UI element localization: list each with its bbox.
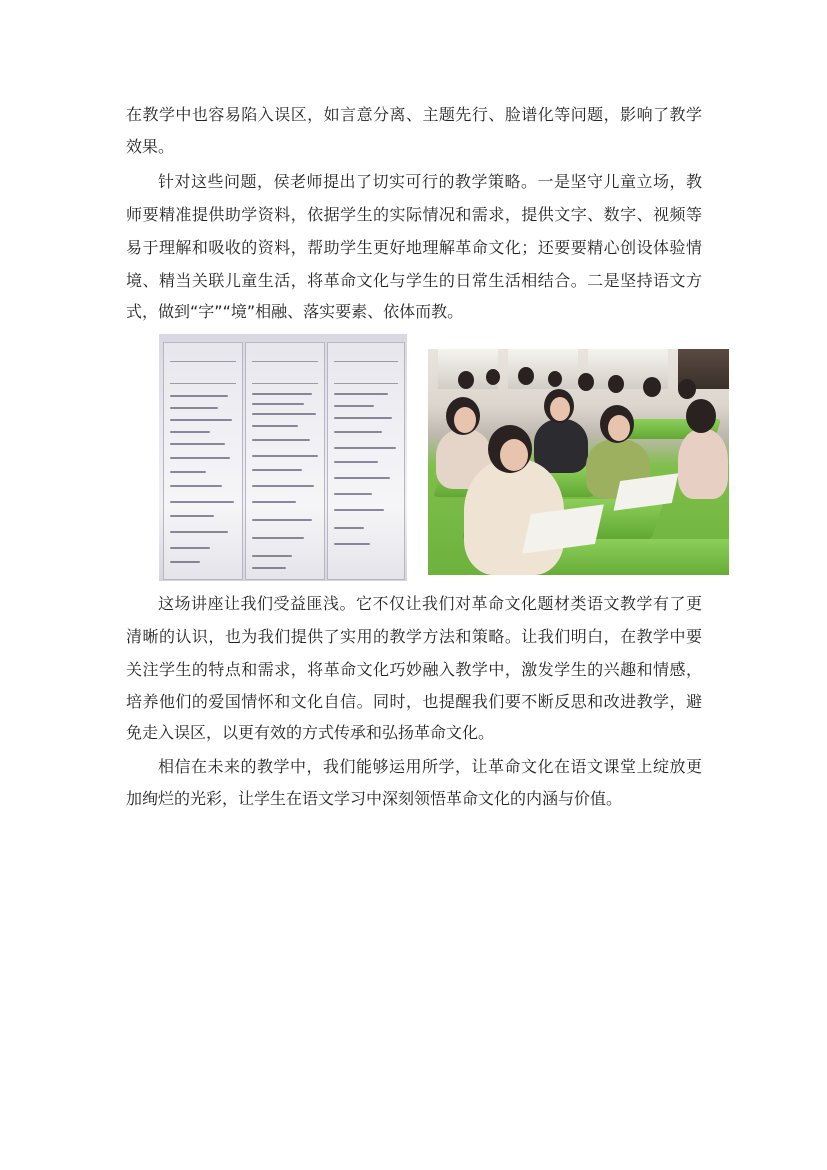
- paragraph-line: 关注学生的特点和需求，将革命文化巧妙融入教学中，激发学生的兴趣和情感，: [126, 660, 702, 679]
- paragraph-line: 易于理解和吸收的资料，帮助学生更好地理解革命文化；还要要精心创设体验情: [126, 238, 702, 257]
- paragraph-line: 清晰的认识，也为我们提供了实用的教学方法和策略。让我们明白，在教学中要: [126, 627, 702, 646]
- handwritten-notes-photo: [159, 334, 407, 581]
- paragraph-line: 加绚烂的光彩，让学生在语文学习中深刻领悟革命文化的内涵与价值。: [126, 789, 623, 808]
- note-sheet: [245, 342, 325, 580]
- paragraph-line: 境、精当关联儿童生活，将革命文化与学生的日常生活相结合。二是坚持语文方: [126, 271, 702, 290]
- paragraph-line: 针对这些问题，侯老师提出了切实可行的教学策略。一是坚守儿童立场，教: [158, 172, 702, 191]
- note-sheet: [327, 342, 405, 580]
- paragraph-line: 相信在未来的教学中，我们能够运用所学，让革命文化在语文课堂上绽放更: [158, 757, 702, 776]
- paragraph-line: 在教学中也容易陷入误区，如言意分离、主题先行、脸谱化等问题，影响了教学: [126, 105, 702, 124]
- paragraph-line: 效果。: [126, 137, 175, 156]
- paragraph-line: 师要精准提供助学资料，依据学生的实际情况和需求，提供文字、数字、视频等: [126, 205, 702, 224]
- paragraph-line: 免走入误区，以更有效的方式传承和弘扬革命文化。: [126, 723, 495, 742]
- classroom-photo: [428, 349, 729, 575]
- paragraph-line: 式，做到“字”“境”相融、落实要素、依体而教。: [126, 302, 464, 321]
- note-sheet: [163, 342, 243, 580]
- paragraph-line: 培养他们的爱国情怀和文化自信。同时，也提醒我们要不断反思和改进教学，避: [126, 692, 702, 711]
- paragraph-line: 这场讲座让我们受益匪浅。它不仅让我们对革命文化题材类语文教学有了更: [158, 594, 702, 613]
